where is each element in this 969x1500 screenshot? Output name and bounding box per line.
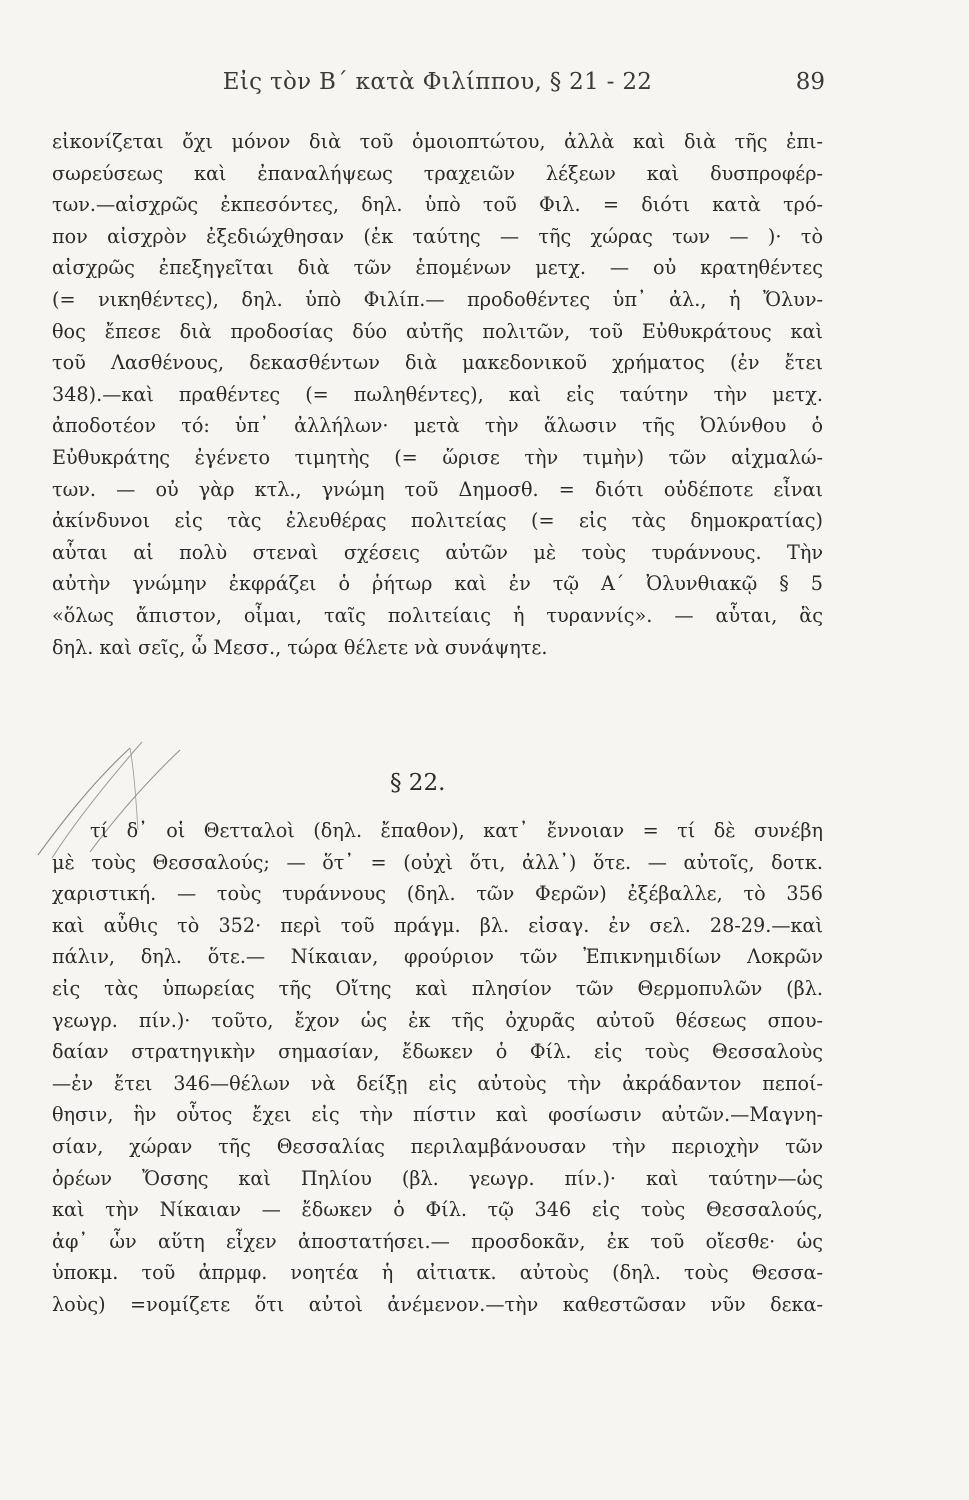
paragraph-commentary-22 xyxy=(52,815,823,1321)
header-title: Εἰς τὸν Β΄ κατὰ Φιλίππου, § 21 - 22 xyxy=(222,69,653,95)
running-head xyxy=(50,62,825,102)
text-line: θησιν, ἣν οὗτος ἔχει εἰς τὴν πίστιν καὶ φοσίωσιν αὐτῶν.—Μαγνη- xyxy=(52,1103,823,1127)
text-line: των. — οὐ γὰρ κτλ., γνώμη τοῦ Δημοσθ. = διότι οὐδέποτε εἶναι xyxy=(52,477,823,501)
text-line: χαριστική. — τοὺς τυράννους (δηλ. τῶν Φερῶν) ἐξέβαλλε, τὸ 356 xyxy=(52,882,823,906)
text-line: τί δ᾽ οἱ Θετταλοὶ (δηλ. ἔπαθον), κατ᾽ ἔννοιαν = τί δὲ συνέβη xyxy=(90,819,823,842)
text-line: μὲ τοὺς Θεσσαλούς; — ὅτ᾽ = (οὐχὶ ὅτι, ἀλλ᾽) ὅτε. — αὐτοῖς, δοτκ. xyxy=(52,850,823,874)
text-line: δαίαν στρατηγικὴν σημασίαν, ἔδωκεν ὁ Φίλ. εἰς τοὺς Θεσσαλοὺς xyxy=(52,1040,823,1064)
text-line: σίαν, χώραν τῆς Θεσσαλίας περιλαμβάνουσαν τὴν περιοχὴν τῶν xyxy=(52,1134,823,1158)
paragraph-commentary-21 xyxy=(52,126,823,663)
text-line: Εὐθυκράτης ἐγένετο τιμητὴς (= ὥρισε τὴν τιμὴν) τῶν αἰχμαλώ- xyxy=(52,445,823,469)
text-line: «ὅλως ἄπιστον, οἶμαι, ταῖς πολιτείαις ἡ τυραννίς». — αὗται, ἃς xyxy=(52,603,823,627)
page-number: 89 xyxy=(795,69,825,95)
text-line: καὶ αὖθις τὸ 352· περὶ τοῦ πράγμ. βλ. εἰσαγ. ἐν σελ. 28-29.—καὶ xyxy=(52,913,823,937)
text-line: αἰσχρῶς ἐπεξηγεῖται διὰ τῶν ἑπομένων μετχ. — οὐ κρατηθέντες xyxy=(52,256,823,280)
text-line: πάλιν, δηλ. ὅτε.— Νίκαιαν, φρούριον τῶν Ἐπικνημιδίων Λοκρῶν xyxy=(52,945,823,969)
text-line: πον αἰσχρὸν ἐξεδιώχθησαν (ἐκ ταύτης — τῆς χώρας των — )· τὸ xyxy=(52,224,823,248)
text-line: ἀκίνδυνοι εἰς τὰς ἐλευθέρας πολιτείας (= εἰς τὰς δημοκρατίας) xyxy=(52,509,823,533)
text-line: σωρεύσεως καὶ ἐπαναλήψεως τραχειῶν λέξεων καὶ δυσπροφέρ- xyxy=(52,161,823,185)
text-line: αὗται αἱ πολὺ στεναὶ σχέσεις αὐτῶν μὲ τοὺς τυράννους. Τὴν xyxy=(52,540,823,564)
section-heading: § 22. xyxy=(390,770,446,796)
text-line: —ἐν ἔτει 346—θέλων νὰ δείξῃ εἰς αὐτοὺς τὴν ἀκράδαντον πεποί- xyxy=(52,1071,823,1095)
text-line: ὑποκμ. τοῦ ἀπρμφ. νοητέα ἡ αἰτιατκ. αὐτοὺς (δηλ. τοὺς Θεσσα- xyxy=(52,1261,823,1285)
text-line: εἰκονίζεται ὄχι μόνον διὰ τοῦ ὁμοιοπτώτου, ἀλλὰ καὶ διὰ τῆς ἐπι- xyxy=(52,130,823,153)
text-line: τοῦ Λασθένους, δεκασθέντων διὰ μακεδονικοῦ χρήματος (ἐν ἔτει xyxy=(52,351,823,375)
text-line: θος ἔπεσε διὰ προδοσίας δύο αὐτῆς πολιτῶν, τοῦ Εὐθυκράτους καὶ xyxy=(52,319,823,343)
text-line: γεωγρ. πίν.)· τοῦτο, ἔχον ὡς ἐκ τῆς ὀχυρᾶς αὐτοῦ θέσεως σπου- xyxy=(52,1008,823,1032)
text-line: 348).—καὶ πραθέντες (= πωληθέντες), καὶ εἰς ταύτην τὴν μετχ. xyxy=(52,382,823,406)
text-line: ἀφ᾽ ὧν αὕτη εἶχεν ἀποστατήσει.— προσδοκᾶν, ἐκ τοῦ οἴεσθε· ὡς xyxy=(52,1229,823,1253)
text-line: εἰς τὰς ὑπωρείας τῆς Οἴτης καὶ πλησίον τῶν Θερμοπυλῶν (βλ. xyxy=(52,976,823,1000)
text-line: αὐτὴν γνώμην ἐκφράζει ὁ ῥήτωρ καὶ ἐν τῷ Α΄ Ὀλυνθιακῷ § 5 xyxy=(52,572,823,596)
text-line: (= νικηθέντες), δηλ. ὑπὸ Φιλίπ.— προδοθέντες ὑπ᾽ ἀλ., ἡ Ὄλυν- xyxy=(52,287,823,311)
text-line: ἀποδοτέον τό: ὑπ᾽ ἀλλήλων· μετὰ τὴν ἅλωσιν τῆς Ὀλύνθου ὁ xyxy=(52,414,823,438)
text-line: λοὺς) =νομίζετε ὅτι αὐτοὶ ἀνέμενον.—τὴν καθεστῶσαν νῦν δεκα- xyxy=(52,1292,823,1316)
text-line: δηλ. καὶ σεῖς, ὦ Μεσσ., τώρα θέλετε νὰ συνάψητε. xyxy=(52,635,548,659)
text-line: των.—αἰσχρῶς ἐκπεσόντες, δηλ. ὑπὸ τοῦ Φιλ. = διότι κατὰ τρό- xyxy=(52,193,823,217)
text-line: ὀρέων Ὄσσης καὶ Πηλίου (βλ. γεωγρ. πίν.)· καὶ ταύτην—ὡς xyxy=(52,1166,823,1190)
text-line: καὶ τὴν Νίκαιαν — ἔδωκεν ὁ Φίλ. τῷ 346 εἰς τοὺς Θεσσαλούς, xyxy=(52,1198,823,1222)
